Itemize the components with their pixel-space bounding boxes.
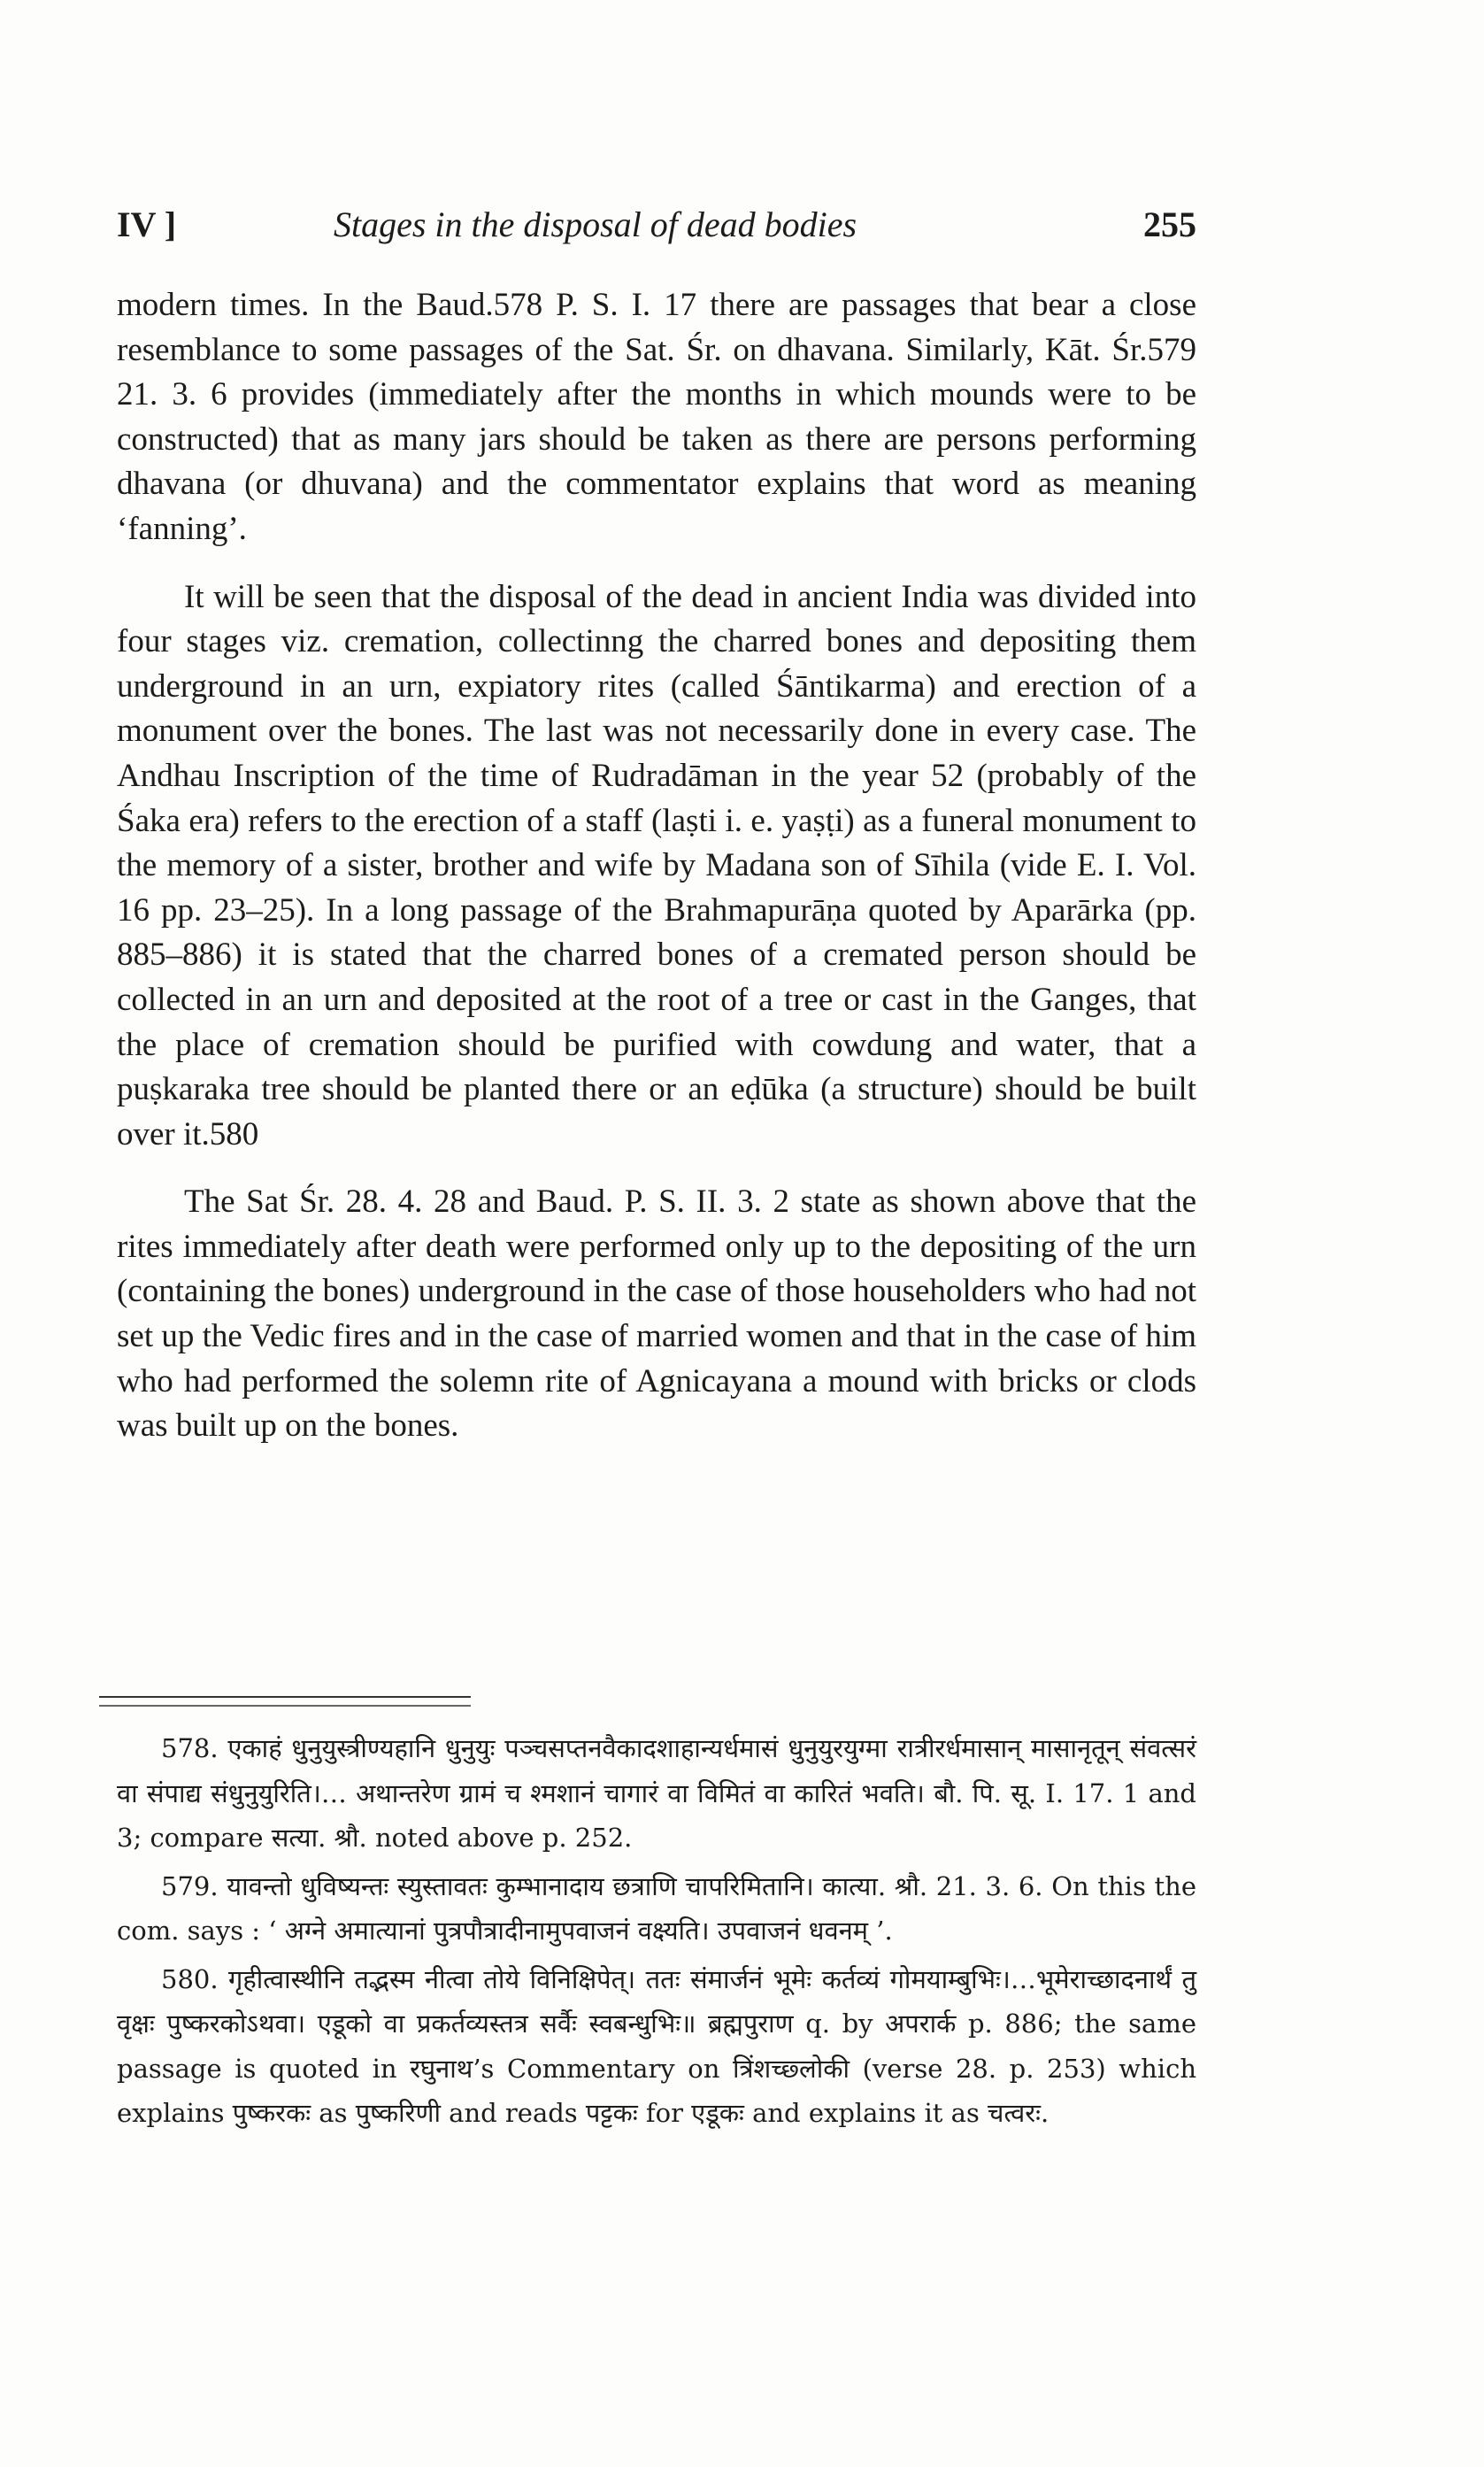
footnotes xyxy=(117,1726,1196,2136)
running-header xyxy=(117,204,1196,257)
paragraph: modern times. In the Baud.578 P. S. I. 17 there are passages that bear a close resemblance to some passages of the Sat. Śr. on dhavana. Similarly, Kāt. Śr.579 21. 3. 6 provides (immediately after the months in which mounds were to be constructed) that as many jars should be taken as there are persons performing dhavana (or dhuvana) and the commentator explains that word as meaning ‘fanning’. xyxy=(117,287,1196,547)
chapter-number: IV ] xyxy=(117,204,177,244)
footnote-divider xyxy=(99,1696,471,1707)
running-title: Stages in the disposal of dead bodies xyxy=(334,204,857,244)
paragraph: It will be seen that the disposal of the dead in ancient India was divided into four stages viz. cremation, collectinng the charred bones and depositing them underground in an urn, expiatory rites (called Śāntikarma) and erection of a monument over the bones. The last was not necessarily done in every case. The Andhau Inscription of the time of Rudradāman in the year 52 (probably of the Śaka era) refers to the erection of a staff (laṣti i. e. yaṣṭi) as a funeral monument to the memory of a sister, brother and wife by Madana son of Sīhila (vide E. I. Vol. 16 pp. 23–25). In a long passage of the Brahmapurāṇa quoted by Aparārka (pp. 885–886) it is stated that the charred bones of a cremated person should be collected in an urn and deposited at the root of a tree or cast in the Ganges, that the place of cremation should be purified with cowdung and water, that a puṣkaraka tree should be planted there or an eḍūka (a structure) should be built over it.580 xyxy=(117,578,1196,1153)
footnote-580: 580. गृहीत्वास्थीनि तद्भस्म नीत्वा तोये विनिक्षिपेत्। ततः संमार्जनं भूमेः कर्तव्यं गोमयाम्बुभिः।…भूमेराच्छादनार्थं तु वृक्षः पुष्करकोऽथवा। एडूको वा प्रकर्तव्यस्तत्र सर्वैः स्वबन्धुभिः॥ ब्रह्मपुराण q. by अपरार्क p. 886; the same passage is quoted in रघुनाथ’s Commentary on त्रिंशच्छ्लोकी (verse 28. p. 253) which explains पुष्करकः as पुष्करिणी and reads पट्टकः for एडूकः and explains it as चत्वरः. xyxy=(117,1963,1196,2128)
paragraph: The Sat Śr. 28. 4. 28 and Baud. P. S. II. 3. 2 state as shown above that the rites immediately after death were performed only up to the depositing of the urn (containing the bones) underground in the case of those householders who had not set up the Vedic fires and in the case of married women and that in the case of him who had performed the solemn rite of Agnicayana a mound with bricks or clods was built up on the bones. xyxy=(117,1183,1196,1445)
footnote-579: 579. यावन्तो धुविष्यन्तः स्युस्तावतः कुम्भानादाय छत्राणि चापरिमितानि। कात्या. श्रौ. 21. 3. 6. On this the com. says : ‘ अग्ने अमात्यानां पुत्रपौत्रादीनामुपवाजनं वक्ष्यति। उपवाजनं धवनम् ’. xyxy=(117,1870,1196,1946)
footnote-578: 578. एकाहं धुनुयुस्त्रीण्यहानि धुनुयुः पञ्चसप्तनवैकादशाहान्यर्धमासं धुनुयुरयुग्मा रात्रीरर्धमासान् मासानृतून् संवत्सरं वा संपाद्य संधुनुयुरिति।… अथान्तरेण ग्रामं च श्मशानं चागारं वा विमितं वा कारितं भवति। बौ. पि. सू. I. 17. 1 and 3; compare सत्या. श्रौ. noted above p. 252. xyxy=(117,1733,1196,1853)
main-text xyxy=(117,283,1196,1472)
page-number: 255 xyxy=(1143,204,1196,244)
